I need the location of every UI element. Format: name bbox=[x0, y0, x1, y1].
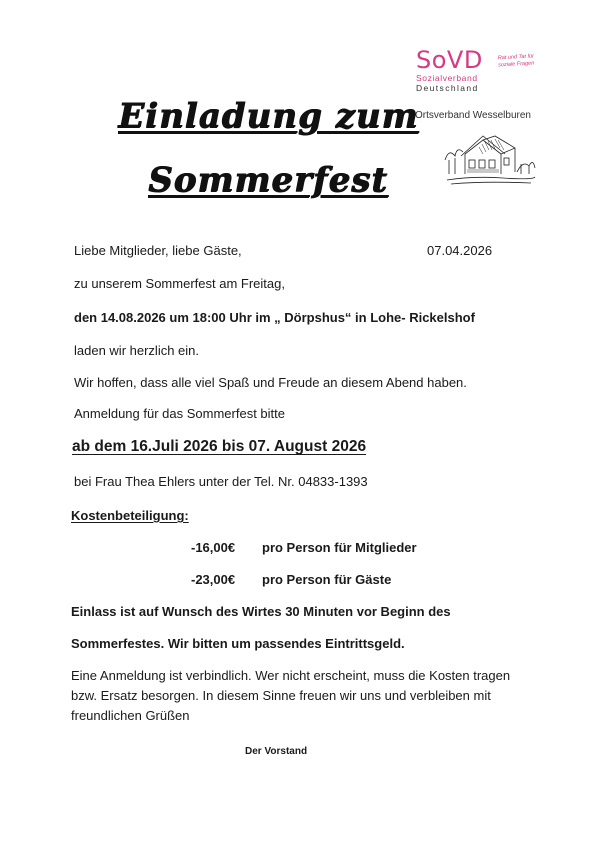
signature: Der Vorstand bbox=[245, 746, 308, 757]
contact-info: bei Frau Thea Ehlers unter der Tel. Nr. 04833-1393 bbox=[74, 474, 368, 489]
cost-label-members: pro Person für Mitglieder bbox=[262, 540, 417, 555]
costs-heading: Kostenbeteiligung: bbox=[71, 508, 189, 523]
sovd-logo-wordmark: SoVD bbox=[416, 46, 483, 74]
closing-paragraph: Eine Anmeldung ist verbindlich. Wer nicht erscheint, muss die Kosten tragen bzw. Ersatz besorgen. In diesem Sinne freuen wir uns und verbleiben mit freundlichen Grüßen bbox=[71, 668, 511, 723]
cost-label-guests: pro Person für Gäste bbox=[262, 572, 392, 587]
logo-tagline: Rat und Tat für soziale Fragen bbox=[497, 53, 535, 69]
invitation-text: laden wir herzlich ein. bbox=[74, 343, 200, 358]
logo-subtitle-line2: Deutschland bbox=[416, 83, 479, 93]
headline-line2: Sommerfest bbox=[148, 160, 388, 200]
greeting: Liebe Mitglieder, liebe Gäste, bbox=[74, 243, 242, 258]
entry-info-line1: Einlass ist auf Wunsch des Wirtes 30 Minuten vor Beginn des bbox=[71, 604, 451, 619]
entry-info-line2: Sommerfestes. Wir bitten um passendes Eintrittsgeld. bbox=[71, 636, 405, 651]
intro-text: zu unserem Sommerfest am Freitag, bbox=[74, 276, 285, 291]
event-details: den 14.08.2026 um 18:00 Uhr im „ Dörpshus“ in Lohe- Rickelshof bbox=[74, 310, 475, 325]
logo-subtitle-line1: Sozialverband bbox=[416, 73, 478, 83]
headline-line1: Einladung zum bbox=[118, 96, 419, 136]
cost-amount-members: -16,00€ bbox=[191, 540, 236, 555]
registration-intro: Anmeldung für das Sommerfest bitte bbox=[74, 406, 285, 421]
house-sketch-icon bbox=[443, 130, 537, 188]
local-chapter-name: Ortsverband Wesselburen bbox=[415, 110, 531, 121]
letter-date: 07.04.2026 bbox=[427, 243, 493, 258]
hope-text: Wir hoffen, dass alle viel Spaß und Freude an diesem Abend haben. bbox=[74, 375, 467, 390]
registration-period: ab dem 16.Juli 2026 bis 07. August 2026 bbox=[72, 438, 367, 455]
cost-amount-guests: -23,00€ bbox=[191, 572, 236, 587]
